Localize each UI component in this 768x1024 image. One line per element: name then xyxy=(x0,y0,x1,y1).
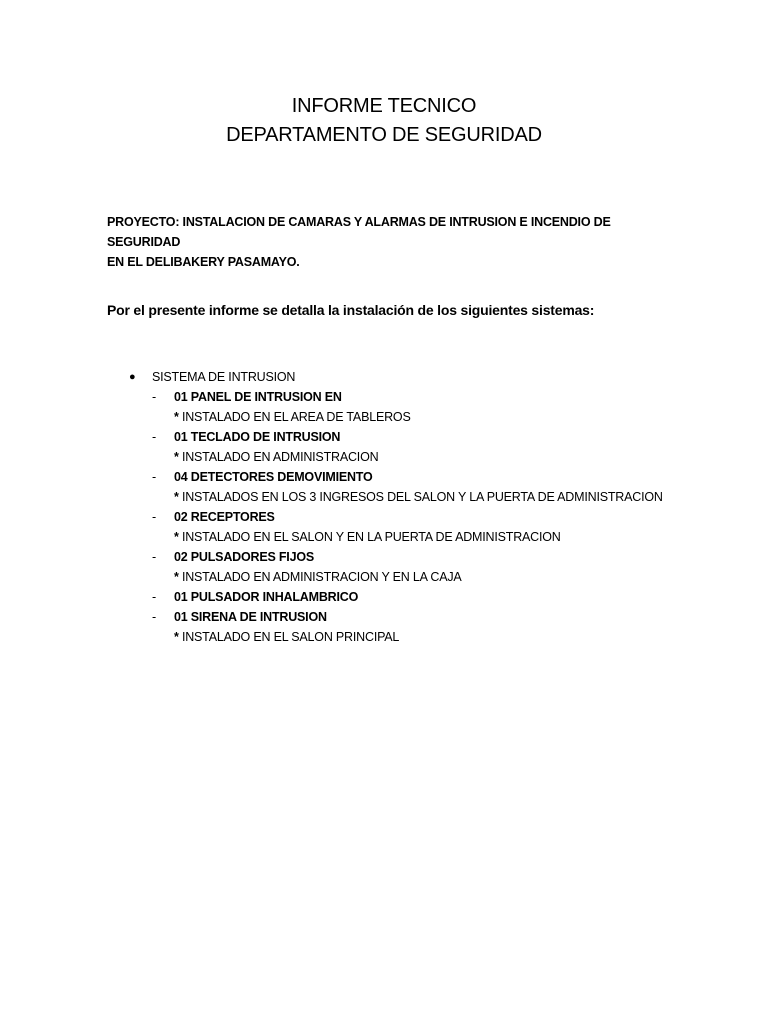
item-label: 01 PULSADOR INHALAMBRICO xyxy=(174,590,359,604)
system-heading-row xyxy=(0,367,768,387)
asterisk-marker: * xyxy=(174,410,179,424)
item-note-row xyxy=(0,627,768,647)
dash-marker: - xyxy=(152,430,156,444)
asterisk-marker: * xyxy=(174,490,179,504)
list-item xyxy=(0,607,768,627)
item-note-text: INSTALADO EN EL SALON Y EN LA PUERTA DE ADMINISTRACION xyxy=(178,530,561,544)
dash-marker: - xyxy=(152,510,156,524)
list-item xyxy=(0,587,768,607)
item-note-row xyxy=(0,407,768,427)
item-note-text: INSTALADO EN ADMINISTRACION xyxy=(178,450,379,464)
dash-marker: - xyxy=(152,610,156,624)
item-note xyxy=(174,567,462,587)
item-label: 02 RECEPTORES xyxy=(174,510,275,524)
item-note xyxy=(174,407,411,427)
dash-marker: - xyxy=(152,390,156,404)
item-note-text: INSTALADOS EN LOS 3 INGRESOS DEL SALON Y LA PUERTA DE ADMINISTRACION xyxy=(178,490,663,504)
list-item xyxy=(0,547,768,567)
asterisk-marker: * xyxy=(174,570,179,584)
list-item xyxy=(0,427,768,447)
item-label: 01 TECLADO DE INTRUSION xyxy=(174,430,341,444)
item-note-row xyxy=(0,527,768,547)
item-note-row xyxy=(0,567,768,587)
item-label: 04 DETECTORES DEMOVIMIENTO xyxy=(174,470,373,484)
asterisk-marker: * xyxy=(174,530,179,544)
item-note-text: INSTALADO EN EL SALON PRINCIPAL xyxy=(178,630,400,644)
asterisk-marker: * xyxy=(174,630,179,644)
item-note-text: INSTALADO EN ADMINISTRACION Y EN LA CAJA xyxy=(178,570,462,584)
document-subtitle: DEPARTAMENTO DE SEGURIDAD xyxy=(226,124,542,146)
system-label: SISTEMA DE INTRUSION xyxy=(152,370,296,384)
item-note-text: INSTALADO EN EL AREA DE TABLEROS xyxy=(178,410,411,424)
systems-list xyxy=(0,367,768,647)
dash-marker: - xyxy=(152,550,156,564)
dash-marker: - xyxy=(152,470,156,484)
dash-marker: - xyxy=(152,590,156,604)
project-line-1: PROYECTO: INSTALACION DE CAMARAS Y ALARMAS DE INTRUSION E INCENDIO DE SEGURIDAD xyxy=(107,215,611,249)
item-label: 01 SIRENA DE INTRUSION xyxy=(174,610,327,624)
item-note xyxy=(174,487,663,507)
document-title: INFORME TECNICO xyxy=(291,95,477,117)
item-note xyxy=(174,447,378,467)
item-note xyxy=(174,527,561,547)
item-label: 02 PULSADORES FIJOS xyxy=(174,550,314,564)
list-item xyxy=(0,467,768,487)
list-item xyxy=(0,387,768,407)
project-line-2: EN EL DELIBAKERY PASAMAYO. xyxy=(107,255,300,269)
item-note-row xyxy=(0,487,768,507)
list-item xyxy=(0,507,768,527)
item-note xyxy=(174,627,399,647)
project-description xyxy=(107,212,667,272)
bullet-icon: ● xyxy=(129,371,136,383)
intro-paragraph: Por el presente informe se detalla la instalación de los siguientes sistemas: xyxy=(107,302,595,318)
item-label: 01 PANEL DE INTRUSION EN xyxy=(174,390,342,404)
system-items xyxy=(0,387,768,647)
item-note-row xyxy=(0,447,768,467)
asterisk-marker: * xyxy=(174,450,179,464)
